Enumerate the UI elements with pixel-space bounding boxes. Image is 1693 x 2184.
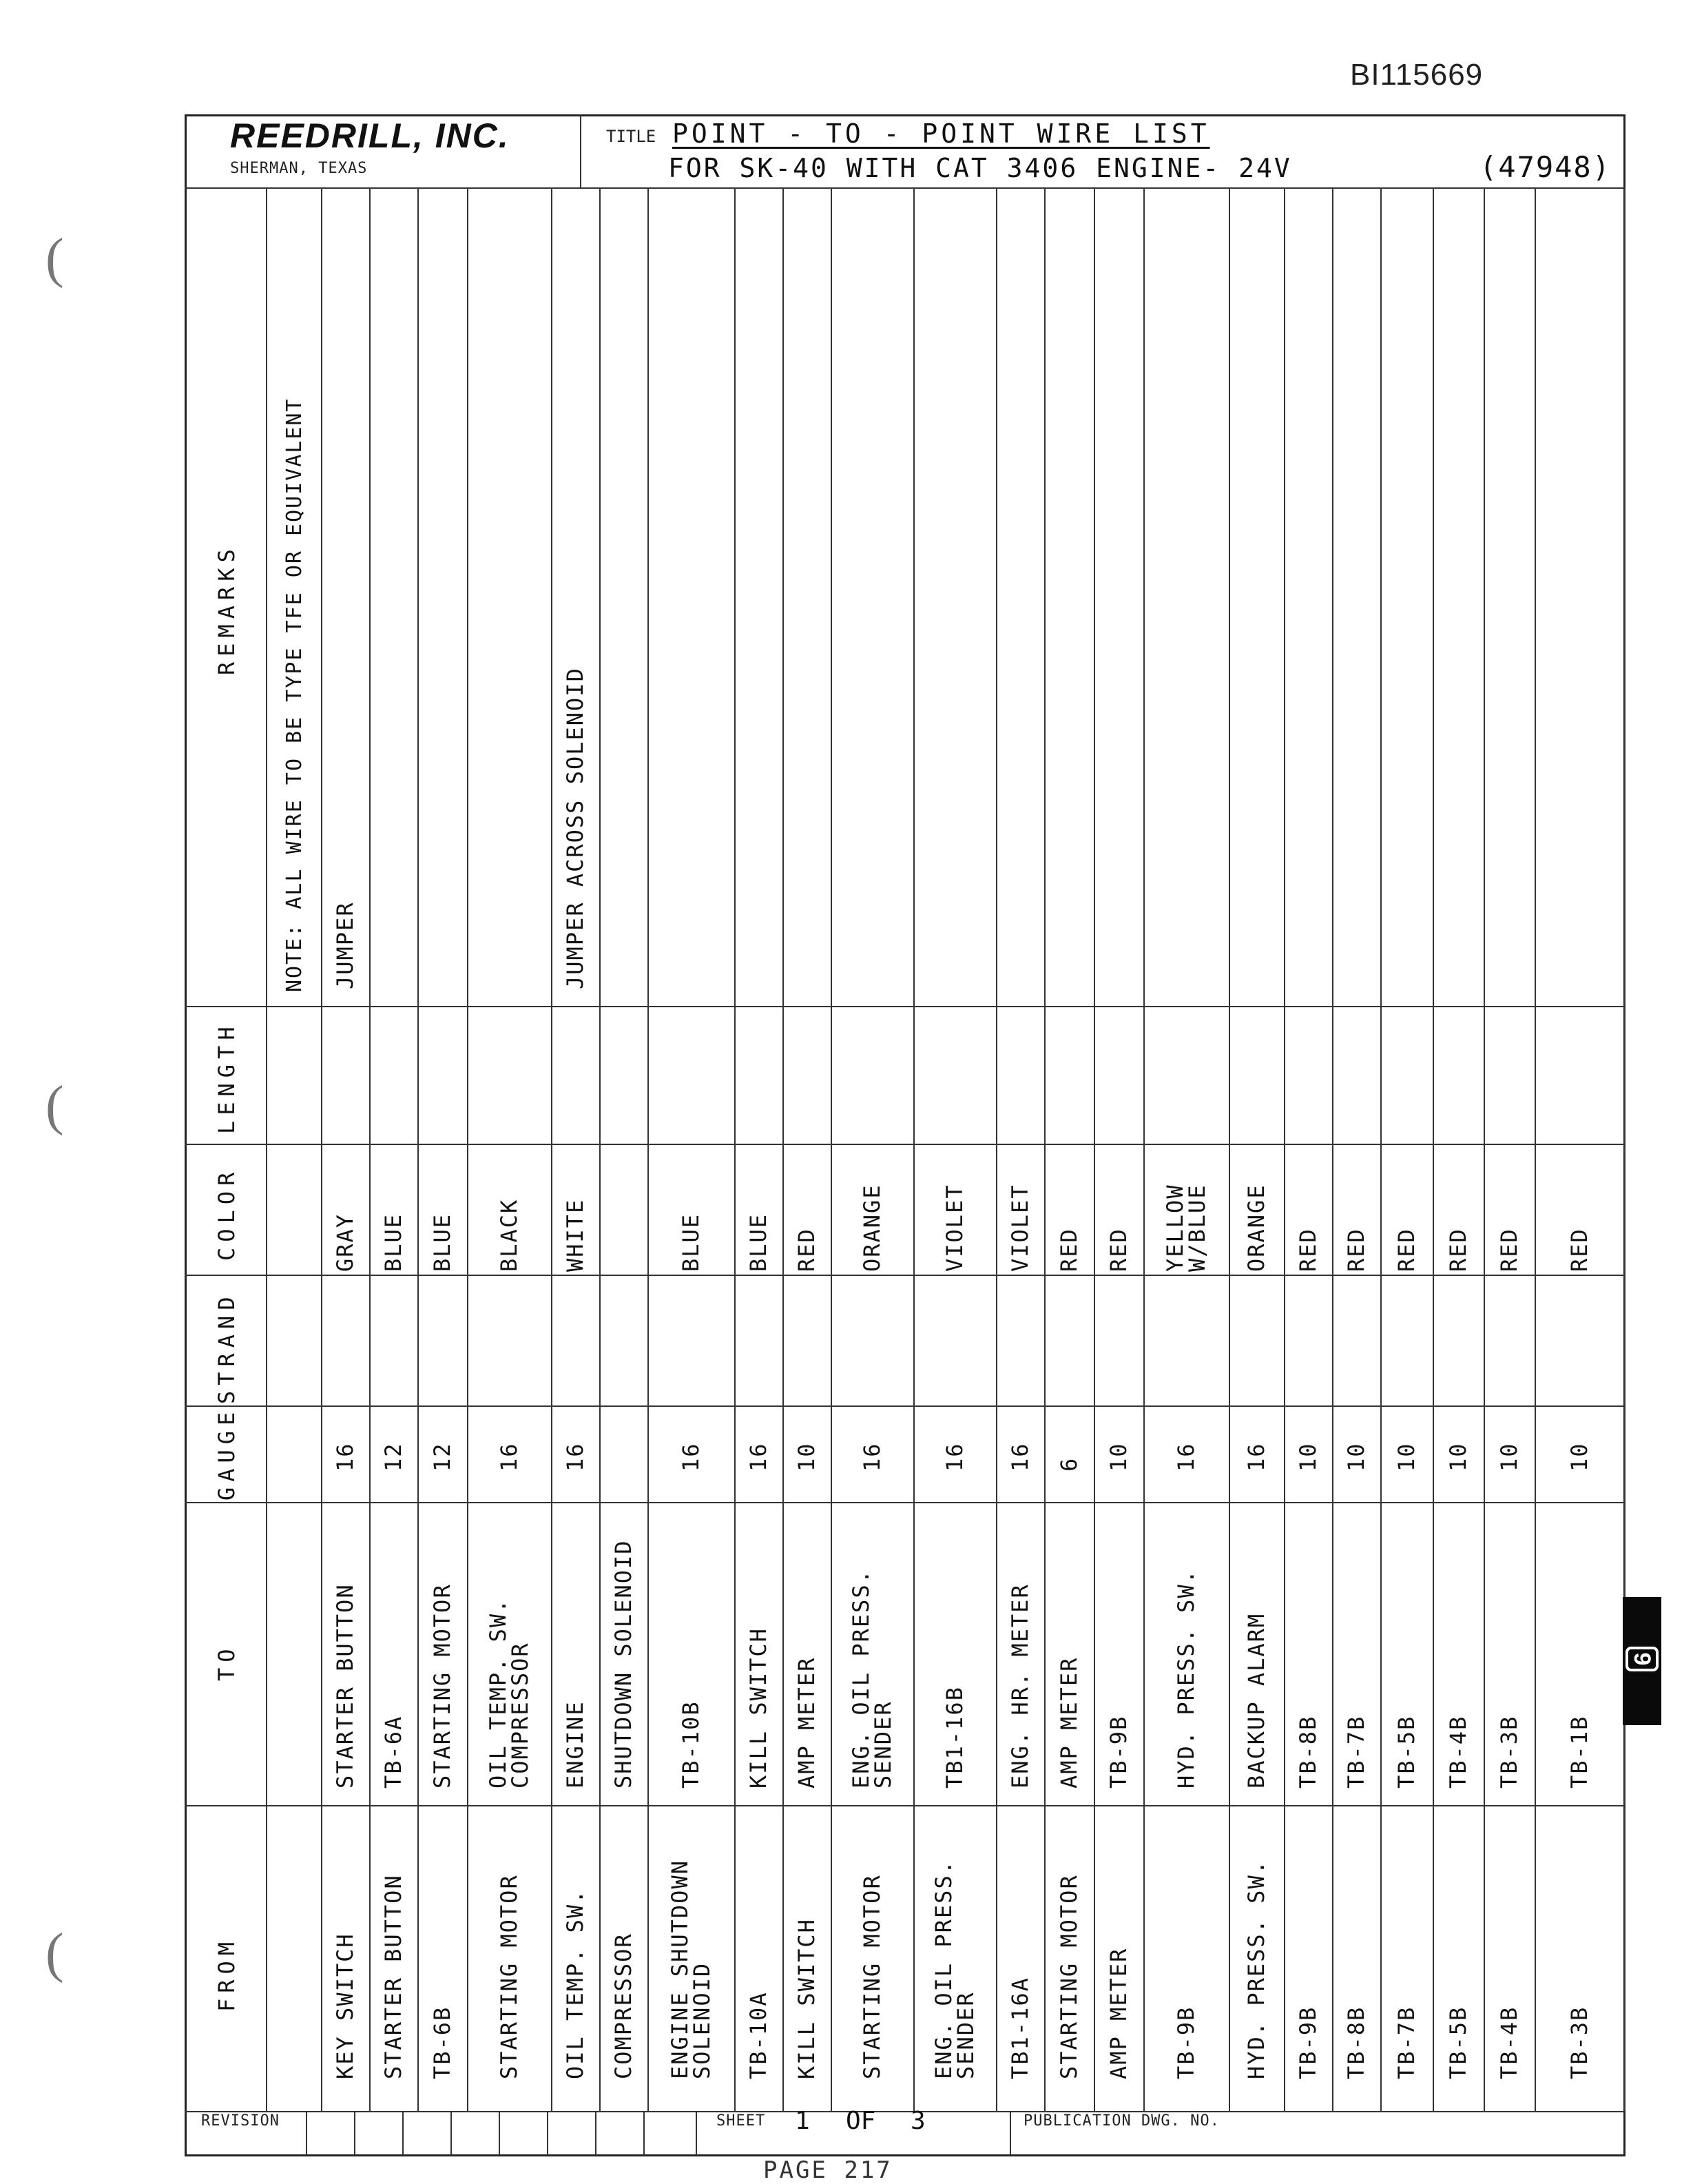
publication-dwg-label: PUBLICATION DWG. NO. [1024,2112,1220,2130]
grid-line [551,187,552,2111]
cell-from: COMPRESSOR [610,1933,636,2079]
cell-gauge: 16 [678,1442,704,1472]
cell-color: BLACK [496,1198,522,1272]
cell-to: OIL TEMP. SW. COMPRESSOR [485,1598,533,1789]
grid-line [185,1144,1624,1145]
cell-color: RED [793,1228,820,1272]
cell-to: TB-9B [1105,1715,1132,1789]
cell-gauge: 10 [1105,1442,1132,1472]
section-tab-marker [1623,1597,1661,1725]
grid-line [1433,187,1434,2111]
header-from: FROM [214,1936,240,2012]
cell-gauge: 16 [859,1442,885,1472]
binder-hole-mark: ( [45,1923,64,1984]
cell-gauge: 12 [380,1442,406,1472]
grid-line [185,1502,1624,1503]
cell-from: STARTER BUTTON [380,1874,406,2079]
cell-gauge: 16 [1007,1442,1033,1472]
cell-gauge: 10 [1295,1442,1321,1472]
cell-color: BLUE [380,1213,406,1272]
cell-gauge: 16 [1243,1442,1269,1472]
cell-gauge: 16 [1173,1442,1199,1472]
cell-remarks: JUMPER [332,901,358,989]
cell-to: ENG. HR. METER [1007,1583,1033,1789]
grid-line [1332,187,1333,2111]
cell-gauge: 10 [1393,1442,1420,1472]
cell-from: TB-9B [1295,2006,1321,2079]
grid-line [185,1805,1624,1806]
grid-line [185,187,1624,189]
grid-line [185,1275,1624,1276]
cell-from: TB-7B [1393,2006,1420,2079]
binder-hole-mark: ( [45,1075,64,1136]
cell-to: BACKUP ALARM [1243,1612,1269,1789]
cell-from: TB1-16A [1007,1977,1033,2079]
grid-line [185,2111,1624,2112]
wire-list-frame [185,114,1626,2156]
cell-color: VIOLET [942,1184,968,1272]
grid-line [417,187,419,2111]
cell-from: TB-6B [429,2006,455,2079]
grid-line [595,2111,596,2155]
cell-from: KILL SWITCH [793,1918,820,2079]
cell-to: TB1-16B [942,1686,968,1789]
grid-line [1229,187,1230,2111]
revision-label: REVISION [201,2112,280,2130]
title-line-1: POINT - TO - POINT WIRE LIST [672,119,1210,149]
title-label: TITLE [606,127,656,146]
cell-color: GRAY [332,1213,358,1272]
cell-color: BLUE [745,1213,771,1272]
grid-line [647,187,649,2111]
header-strand: STRAND [214,1291,240,1404]
cell-color: RED [1445,1228,1471,1272]
cell-gauge: 16 [496,1442,522,1472]
sheet-total: 3 [911,2107,926,2135]
grid-line [696,2111,697,2155]
cell-from: STARTING MOTOR [1056,1874,1082,2079]
cell-to: TB-7B [1343,1715,1369,1789]
cell-to: TB-8B [1295,1715,1321,1789]
cell-color: WHITE [562,1198,588,1272]
cell-to: TB-1B [1566,1715,1592,1789]
grid-line [1094,187,1095,2111]
title-line-2: FOR SK-40 WITH CAT 3406 ENGINE- 24V [668,153,1292,183]
cell-from: ENGINE SHUTDOWN SOLENOID [667,1860,715,2079]
cell-to: TB-10B [678,1700,704,1789]
cell-color: RED [1343,1228,1369,1272]
grid-line [1624,187,1626,2111]
header-to: TO [214,1643,240,1681]
cell-remarks: JUMPER ACROSS SOLENOID [562,667,588,989]
grid-line [467,187,468,2111]
cell-to: ENG. OIL PRESS. SENDER [848,1569,896,1789]
header-gauge: GAUGE [214,1406,240,1501]
cell-from: TB-3B [1566,2006,1592,2079]
grid-line [996,187,997,2111]
document-id: BI115669 [1350,58,1484,92]
cell-gauge: 12 [429,1442,455,1472]
cell-from: TB-9B [1173,2006,1199,2079]
cell-color: RED [1295,1228,1321,1272]
grid-line [499,2111,500,2155]
cell-gauge: 16 [745,1442,771,1472]
grid-line [547,2111,548,2155]
cell-to: AMP METER [1056,1656,1082,1789]
grid-line [831,187,832,2111]
cell-to: STARTER BUTTON [332,1583,358,1789]
cell-gauge: 10 [1566,1442,1592,1472]
note-text: NOTE: ALL WIRE TO BE TYPE TFE OR EQUIVALENT [282,398,307,992]
cell-to: STARTING MOTOR [429,1583,455,1789]
cell-from: STARTING MOTOR [859,1874,885,2079]
cell-from: TB-5B [1445,2006,1471,2079]
cell-color: RED [1393,1228,1420,1272]
page-label: PAGE 217 [763,2156,893,2184]
cell-from: STARTING MOTOR [496,1874,522,2079]
grid-line [321,187,322,2111]
cell-from: TB-8B [1343,2006,1369,2079]
grid-line [306,2111,307,2155]
cell-gauge: 10 [1343,1442,1369,1472]
header-remarks: REMARKS [214,544,240,675]
cell-color: RED [1056,1228,1082,1272]
grid-line [1380,187,1382,2111]
grid-line [913,187,915,2111]
cell-to: TB-4B [1445,1715,1471,1789]
cell-from: HYD. PRESS. SW. [1243,1860,1269,2079]
cell-from: TB-4B [1496,2006,1522,2079]
grid-line [580,114,581,187]
grid-line [782,187,784,2111]
grid-line [402,2111,404,2155]
binder-hole-mark: ( [45,228,64,289]
cell-from: TB-10A [745,1991,771,2079]
sheet-label: SHEET [716,2112,766,2130]
cell-to: TB-5B [1393,1715,1420,1789]
cell-color: ORANGE [1243,1184,1269,1272]
sheet-number: 1 [795,2107,810,2135]
cell-color: VIOLET [1007,1184,1033,1272]
grid-line [1284,187,1285,2111]
grid-line [369,187,371,2111]
cell-gauge: 16 [562,1442,588,1472]
cell-color: RED [1105,1228,1132,1272]
section-tab-number: 9 [1626,1647,1659,1671]
cell-to: HYD. PRESS. SW. [1173,1569,1199,1789]
cell-gauge: 10 [793,1442,820,1472]
grid-line [1535,187,1536,2111]
header-length: LENGTH [214,1021,240,1134]
cell-gauge: 16 [332,1442,358,1472]
grid-line [354,2111,355,2155]
cell-color: BLUE [429,1213,455,1272]
cell-from: OIL TEMP. SW. [562,1888,588,2079]
cell-color: RED [1566,1228,1592,1272]
grid-line [1010,2111,1011,2155]
cell-to: SHUTDOWN SOLENOID [610,1539,636,1789]
company-name: REEDRILL, INC. [230,116,510,155]
cell-from: AMP METER [1105,1947,1132,2079]
cell-from: ENG. OIL PRESS. SENDER [931,1860,979,2079]
cell-to: ENGINE [562,1700,588,1789]
grid-line [1484,187,1485,2111]
grid-line [599,187,601,2111]
cell-gauge: 10 [1445,1442,1471,1472]
of-label: OF [846,2107,876,2135]
cell-gauge: 16 [942,1442,968,1472]
grid-line [1143,187,1145,2111]
grid-line [185,1405,1624,1407]
cell-to: TB-3B [1496,1715,1522,1789]
cell-color: ORANGE [859,1184,885,1272]
grid-line [643,2111,645,2155]
cell-to: AMP METER [793,1656,820,1789]
cell-gauge: 6 [1056,1456,1082,1472]
grid-line [734,187,736,2111]
company-city: SHERMAN, TEXAS [230,160,368,177]
cell-color: RED [1496,1228,1522,1272]
grid-line [185,1006,1624,1007]
header-color: COLOR [214,1166,240,1261]
cell-to: TB-6A [380,1715,406,1789]
cell-gauge: 10 [1496,1442,1522,1472]
cell-color: BLUE [678,1213,704,1272]
grid-line [1044,187,1046,2111]
cell-color: YELLOW W/BLUE [1162,1184,1210,1272]
drawing-number: (47948) [1479,150,1612,184]
cell-to: KILL SWITCH [745,1627,771,1789]
grid-line [266,187,267,2111]
cell-from: KEY SWITCH [332,1933,358,2079]
grid-line [450,2111,452,2155]
